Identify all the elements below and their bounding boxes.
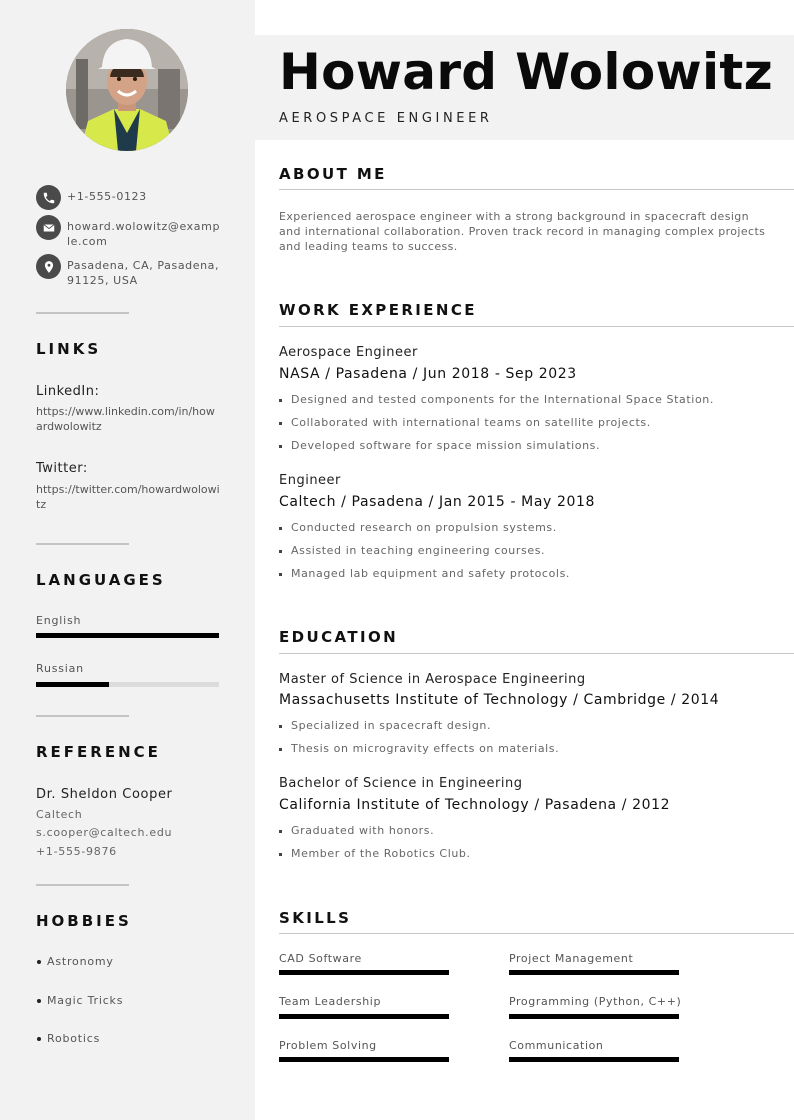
- mail-icon: [36, 215, 61, 240]
- skill-bar: [509, 1057, 679, 1062]
- reference-organization: Caltech: [36, 808, 83, 821]
- skill-bar-fill: [279, 970, 449, 975]
- language-bar: [36, 682, 219, 687]
- hobby-item: Astronomy: [36, 955, 114, 968]
- bullet-icon: [279, 422, 282, 425]
- divider: [36, 312, 129, 314]
- bullet-icon: [279, 573, 282, 576]
- reference-heading: REFERENCE: [36, 743, 161, 761]
- education-bullet: Graduated with honors.: [279, 824, 434, 837]
- reference-phone: +1-555-9876: [36, 845, 117, 858]
- bullet-icon: [37, 960, 41, 964]
- education-bullet: Specialized in spacecraft design.: [279, 719, 491, 732]
- skill-bar-fill: [509, 1014, 679, 1019]
- job-bullet: Designed and tested components for the International Space Station.: [279, 393, 714, 406]
- address-text: Pasadena, CA, Pasadena, 91125, USA: [67, 259, 220, 287]
- contact-address: [36, 254, 222, 288]
- skill-bar: [279, 1014, 449, 1019]
- language-bar-fill: [36, 633, 219, 638]
- education-bullet: Member of the Robotics Club.: [279, 847, 471, 860]
- bullet-icon: [279, 748, 282, 751]
- job-bullet: Developed software for space mission simulations.: [279, 439, 600, 452]
- reference-name: Dr. Sheldon Cooper: [36, 787, 173, 802]
- phone-text: +1-555-0123: [67, 190, 147, 203]
- bullet-icon: [279, 445, 282, 448]
- job-title: Aerospace Engineer: [279, 345, 418, 360]
- reference-email[interactable]: s.cooper@caltech.edu: [36, 826, 173, 839]
- bullet-icon: [279, 527, 282, 530]
- job-bullet: Conducted research on propulsion systems.: [279, 521, 557, 534]
- section-rule: [279, 933, 794, 934]
- avatar: [66, 29, 188, 151]
- section-rule: [279, 189, 794, 190]
- education-heading: EDUCATION: [279, 628, 399, 646]
- skill-bar: [509, 1014, 679, 1019]
- location-pin-icon: [36, 254, 61, 279]
- skill-bar: [279, 1057, 449, 1062]
- skill-name: Team Leadership: [279, 995, 382, 1008]
- email-text[interactable]: howard.wolowitz@example.com: [67, 220, 221, 248]
- phone-icon: [36, 185, 61, 210]
- bullet-icon: [279, 550, 282, 553]
- degree-title: Bachelor of Science in Engineering: [279, 776, 523, 791]
- twitter-label: Twitter:: [36, 461, 88, 476]
- hobbies-heading: HOBBIES: [36, 912, 132, 930]
- sidebar: [0, 0, 255, 1120]
- skill-name: Problem Solving: [279, 1039, 377, 1052]
- skill-bar-fill: [279, 1014, 449, 1019]
- bullet-icon: [279, 725, 282, 728]
- languages-heading: LANGUAGES: [36, 571, 166, 589]
- about-heading: ABOUT ME: [279, 165, 387, 183]
- job-subtitle: Caltech / Pasadena / Jan 2015 - May 2018: [279, 494, 596, 510]
- skill-name: CAD Software: [279, 952, 362, 965]
- hobby-item: Robotics: [36, 1032, 100, 1045]
- skill-name: Programming (Python, C++): [509, 995, 682, 1008]
- skills-heading: SKILLS: [279, 909, 352, 927]
- language-name: Russian: [36, 662, 84, 675]
- language-bar: [36, 633, 219, 638]
- skill-bar: [509, 970, 679, 975]
- bullet-icon: [37, 1037, 41, 1041]
- skill-name: Project Management: [509, 952, 634, 965]
- job-bullet: Assisted in teaching engineering courses.: [279, 544, 545, 557]
- profile-photo: [66, 29, 188, 151]
- skill-bar-fill: [509, 970, 679, 975]
- hobby-item: Magic Tricks: [36, 994, 123, 1007]
- skill-bar: [279, 970, 449, 975]
- contact-email: [36, 215, 222, 249]
- section-rule: [279, 326, 794, 327]
- language-name: English: [36, 614, 82, 627]
- degree-subtitle: Massachusetts Institute of Technology / Cambridge / 2014: [279, 692, 720, 708]
- language-bar-fill: [36, 682, 109, 687]
- job-bullet: Collaborated with international teams on satellite projects.: [279, 416, 651, 429]
- links-heading: LINKS: [36, 340, 102, 358]
- divider: [36, 884, 129, 886]
- divider: [36, 715, 129, 717]
- candidate-title: AEROSPACE ENGINEER: [279, 111, 493, 126]
- work-heading: WORK EXPERIENCE: [279, 301, 477, 319]
- bullet-icon: [279, 399, 282, 402]
- candidate-name: Howard Wolowitz: [279, 43, 774, 101]
- degree-subtitle: California Institute of Technology / Pasadena / 2012: [279, 797, 671, 813]
- section-rule: [279, 653, 794, 654]
- about-text: Experienced aerospace engineer with a strong background in spacecraft design and international collaboration. Proven track record in managing complex projects and leading teams to success.: [279, 210, 766, 253]
- education-bullet: Thesis on microgravity effects on materials.: [279, 742, 559, 755]
- twitter-link[interactable]: https://twitter.com/howardwolowitz: [36, 483, 220, 511]
- job-title: Engineer: [279, 473, 341, 488]
- bullet-icon: [37, 999, 41, 1003]
- skill-name: Communication: [509, 1039, 604, 1052]
- job-bullet: Managed lab equipment and safety protocols.: [279, 567, 570, 580]
- divider: [36, 543, 129, 545]
- skill-bar-fill: [509, 1057, 679, 1062]
- job-subtitle: NASA / Pasadena / Jun 2018 - Sep 2023: [279, 366, 577, 382]
- main-content: [255, 0, 794, 1120]
- skill-bar-fill: [279, 1057, 449, 1062]
- degree-title: Master of Science in Aerospace Engineering: [279, 672, 586, 687]
- linkedin-label: LinkedIn:: [36, 384, 100, 399]
- bullet-icon: [279, 830, 282, 833]
- bullet-icon: [279, 853, 282, 856]
- contact-phone: [36, 185, 222, 210]
- linkedin-link[interactable]: https://www.linkedin.com/in/howardwolowitz: [36, 405, 215, 433]
